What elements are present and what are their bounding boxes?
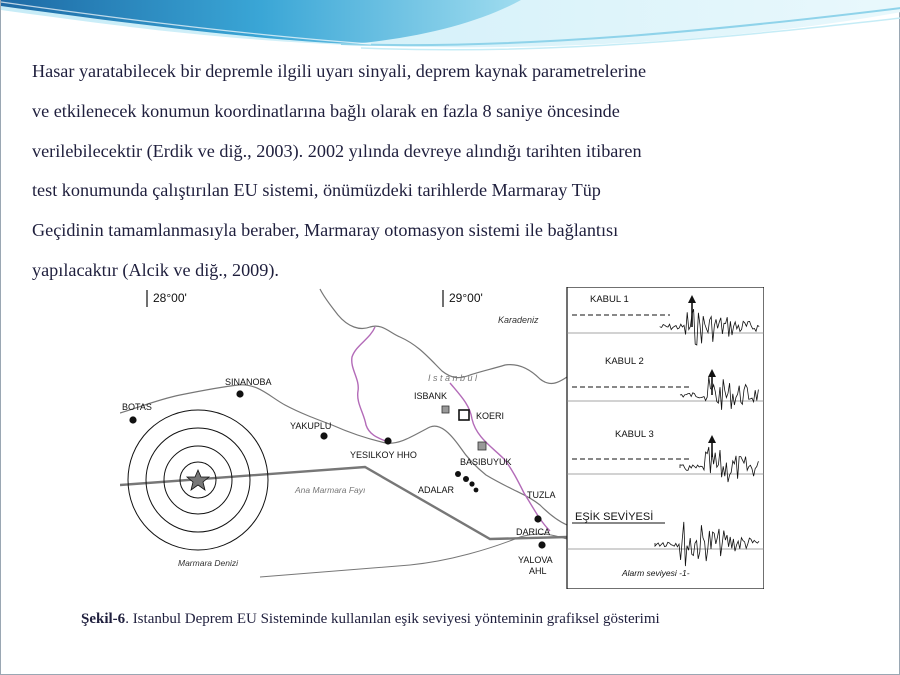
station-label: ISBANK [414,391,448,401]
station-label: DARICA [516,527,551,537]
station-label: ADALAR [418,485,455,495]
sea-label: Marmara Denizi [178,558,238,568]
body-line: ve etkilenecek konumun koordinatlarına bağlı olarak en fazla 8 saniye öncesinde [32,100,620,121]
station-label: SINANOBA [225,377,272,387]
station-label: BOTAS [122,402,152,412]
station-label: YALOVA [518,555,553,565]
fault-label: Ana Marmara Fayı [295,485,366,495]
trace-label: KABUL 3 [615,429,654,440]
station-label: AHL [529,566,547,576]
station-label: KOERI [476,411,505,421]
figure-map-seismograms [120,287,764,589]
istanbul-label: I s t a n b u l [428,373,478,383]
body-line: yapılacaktır (Alcik ve diğ., 2009). [32,259,279,280]
trace-label: KABUL 2 [605,356,644,367]
body-line: test konumunda çalıştırılan EU sistemi, önümüzdeki tarihlerde Marmaray Tüp [32,180,601,201]
station-label: YESILKOY HHO [350,450,417,460]
station-label: YAKUPLU [290,421,332,431]
black-sea-label: Karadeniz [498,315,539,325]
body-line: verilebilecektir (Erdik ve diğ., 2003). 2002 yılında devreye alındığı tarihten itibaren [32,140,642,161]
caption-text: . Istanbul Deprem EU Sisteminde kullanılan eşik seviyesi yönteminin grafiksel gösterimi [125,611,660,627]
station-label: TUZLA [527,490,556,500]
figure-caption [81,611,660,628]
body-line: Geçidinin tamamlanmasıyla beraber, Marmaray otomasyon sistemi ile bağlantısı [32,220,619,241]
trace-label: KABUL 1 [590,294,629,305]
body-paragraph [32,52,832,291]
longitude-label: 29°00' [449,291,483,305]
station-label: BASIBUYUK [460,457,512,467]
longitude-label: 28°00' [153,291,187,305]
alarm-label: Alarm seviyesi -1- [622,568,690,578]
body-line: Hasar yaratabilecek bir depremle ilgili uyarı sinyali, deprem kaynak parametrelerine [32,61,647,81]
caption-figure-number: Şekil-6 [81,611,126,627]
trace-label: EŞİK SEVİYESİ [575,511,654,523]
